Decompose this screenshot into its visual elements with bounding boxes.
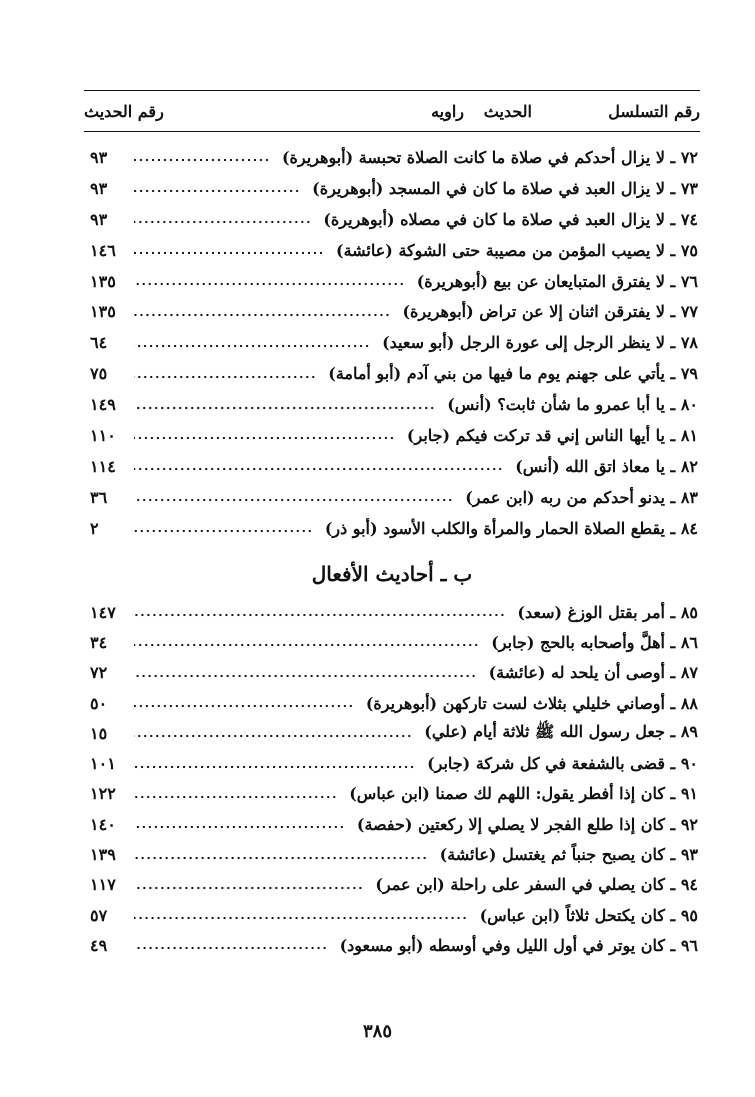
entry-page: ٥٧	[90, 905, 108, 925]
dot-leader	[134, 732, 412, 740]
dot-leader	[134, 496, 453, 504]
entry-text: ٧٧ ـ لا يفترقن اثنان إلا عن تراض (أبوهريرة)	[402, 302, 698, 322]
header-serial: رقم التسلسل	[608, 102, 700, 121]
entry-page: ١٣٥	[90, 302, 116, 322]
entry-text: ٧٩ ـ يأتي على جهنم يوم ما فيها من بني آدم (أبو أمامة)	[328, 364, 698, 384]
list-item	[90, 627, 698, 657]
dot-leader	[134, 611, 505, 619]
list-item	[90, 839, 698, 869]
list-item	[90, 718, 698, 748]
entry-page: ١٣٥	[90, 271, 116, 291]
dot-leader	[134, 527, 313, 535]
entry-page: ٦٤	[90, 333, 108, 353]
entry-text: ٨٧ ـ أوصى أن يلحد له (عائشة)	[488, 663, 698, 683]
header-rule	[84, 131, 700, 132]
hadith-list-b	[90, 597, 698, 961]
header-hadith-number: رقم الحديث	[84, 102, 164, 121]
dot-leader	[134, 434, 395, 442]
list-item	[90, 451, 698, 482]
entry-text: ٧٢ ـ لا يزال أحدكم في صلاة ما كانت الصلاة تحبسة (أبوهريرة)	[281, 147, 698, 167]
entry-text: ٨٥ ـ أمر بقتل الوزغ (سعد)	[517, 602, 698, 622]
entry-text: ٨٩ ـ جعل رسول الله ﷺ ثلاثة أيام (علي)	[424, 721, 698, 741]
list-item	[90, 482, 698, 513]
top-rule	[84, 90, 700, 91]
dot-leader	[134, 280, 405, 288]
entry-text: ٧٨ ـ لا ينظر الرجل إلى عورة الرجل (أبو سعيد)	[382, 333, 698, 353]
dot-leader	[134, 373, 316, 381]
entry-page: ٥٠	[90, 693, 108, 713]
section-title: ب ـ أحاديث الأفعال	[311, 562, 473, 586]
list-item	[90, 930, 698, 960]
entry-page: ١١٤	[90, 456, 116, 476]
entry-page: ٩٣	[90, 147, 108, 167]
dot-leader	[134, 465, 503, 473]
entry-page: ١١٠	[90, 425, 116, 445]
dot-leader	[134, 884, 363, 892]
entry-text: ٩١ ـ كان إذا أفطر يقول: اللهم لك صمنا (ابن عباس)	[349, 784, 698, 804]
dot-leader	[134, 218, 311, 226]
list-item	[90, 513, 698, 544]
entry-page: ١٥	[90, 723, 108, 743]
table-header	[84, 98, 700, 128]
list-item	[90, 142, 698, 173]
dot-leader	[134, 823, 345, 831]
entry-text: ٨٨ ـ أوصاني خليلي بثلاث لست تاركهن (أبوهريرة)	[365, 693, 698, 713]
dot-leader	[134, 854, 428, 862]
list-item	[90, 327, 698, 358]
dot-leader	[134, 311, 390, 319]
list-item	[90, 173, 698, 204]
entry-page: ١١٧	[90, 875, 116, 895]
entry-text: ٨٢ ـ يا معاذ اتق الله (أنس)	[515, 456, 698, 476]
entry-text: ٧٦ ـ لا يفترق المتبايعان عن بيع (أبوهريرة)	[416, 271, 698, 291]
dot-leader	[134, 793, 337, 801]
list-item	[90, 266, 698, 297]
entry-text: ٩٠ ـ قضى بالشفعة في كل شركة (جابر)	[427, 754, 698, 774]
entry-text: ٩٦ ـ كان يوتر في أول الليل وفي أوسطه (أبو مسعود)	[339, 935, 698, 955]
entry-text: ٨٤ ـ يقطع الصلاة الحمار والمرأة والكلب الأسود (أبو ذر)	[324, 518, 698, 538]
entry-page: ٧٢	[90, 663, 108, 683]
list-item	[90, 779, 698, 809]
list-item	[90, 809, 698, 839]
list-item	[90, 597, 698, 627]
list-item	[90, 900, 698, 930]
entry-page: ١٢٢	[90, 784, 116, 804]
list-item	[90, 389, 698, 420]
list-item	[90, 358, 698, 389]
entry-text: ٧٥ ـ لا يصيب المؤمن من مصيبة حتى الشوكة (عائشة)	[336, 240, 698, 260]
entry-page: ٢	[90, 518, 99, 538]
dot-leader	[134, 672, 477, 680]
entry-page: ٤٩	[90, 935, 108, 955]
dot-leader	[134, 187, 300, 195]
dot-leader	[134, 249, 324, 257]
dot-leader	[134, 914, 468, 922]
entry-text: ٧٤ ـ لا يزال العبد في صلاة ما كان في مصلاه (أبوهريرة)	[323, 209, 698, 229]
header-hadith: الحديث	[483, 102, 532, 121]
dot-leader	[134, 156, 270, 164]
list-item	[90, 870, 698, 900]
entry-text: ٨٦ ـ أهلَّ وأصحابه بالحج (جابر)	[491, 632, 698, 652]
hadith-list-a	[90, 142, 698, 544]
entry-text: ٩٥ ـ كان يكتحل ثلاثاً (ابن عباس)	[479, 905, 698, 925]
entry-page: ١٤٩	[90, 395, 116, 415]
entry-text: ٧٣ ـ لا يزال العبد في صلاة ما كان في المسجد (أبوهريرة)	[312, 178, 698, 198]
entry-page: ٧٥	[90, 364, 108, 384]
entry-page: ١٠١	[90, 754, 116, 774]
entry-text: ٩٣ ـ كان يصبح جنباً ثم يغتسل (عائشة)	[439, 845, 698, 865]
dot-leader	[134, 342, 370, 350]
entry-page: ١٤٦	[90, 240, 116, 260]
entry-text: ٨٠ ـ يا أبا عمرو ما شأن ثابت؟ (أنس)	[447, 395, 698, 415]
dot-leader	[134, 641, 479, 649]
dot-leader	[134, 944, 328, 952]
header-narrator: راويه	[431, 102, 464, 121]
entry-page: ٩٣	[90, 209, 108, 229]
entry-page: ٣٤	[90, 632, 108, 652]
dot-leader	[134, 702, 354, 710]
entry-text: ٩٢ ـ كان إذا طلع الفجر لا يصلي إلا ركعتين (حفصة)	[356, 814, 698, 834]
entry-page: ١٤٧	[90, 602, 116, 622]
page-number: ٣٨٥	[362, 1021, 392, 1042]
entry-page: ١٣٩	[90, 845, 116, 865]
entry-page: ١٤٠	[90, 814, 116, 834]
list-item	[90, 688, 698, 718]
dot-leader	[134, 763, 415, 771]
entry-text: ٨١ ـ يا أيها الناس إني قد تركت فيكم (جابر)	[406, 425, 698, 445]
list-item	[90, 204, 698, 235]
entry-page: ٣٦	[90, 487, 108, 507]
entry-page: ٩٣	[90, 178, 108, 198]
list-item	[90, 748, 698, 778]
list-item	[90, 420, 698, 451]
list-item	[90, 296, 698, 327]
dot-leader	[134, 404, 435, 412]
entry-text: ٨٣ ـ يدنو أحدكم من ربه (ابن عمر)	[465, 487, 698, 507]
list-item	[90, 658, 698, 688]
list-item	[90, 235, 698, 266]
entry-text: ٩٤ ـ كان يصلي في السفر على راحلة (ابن عمر)	[375, 875, 698, 895]
